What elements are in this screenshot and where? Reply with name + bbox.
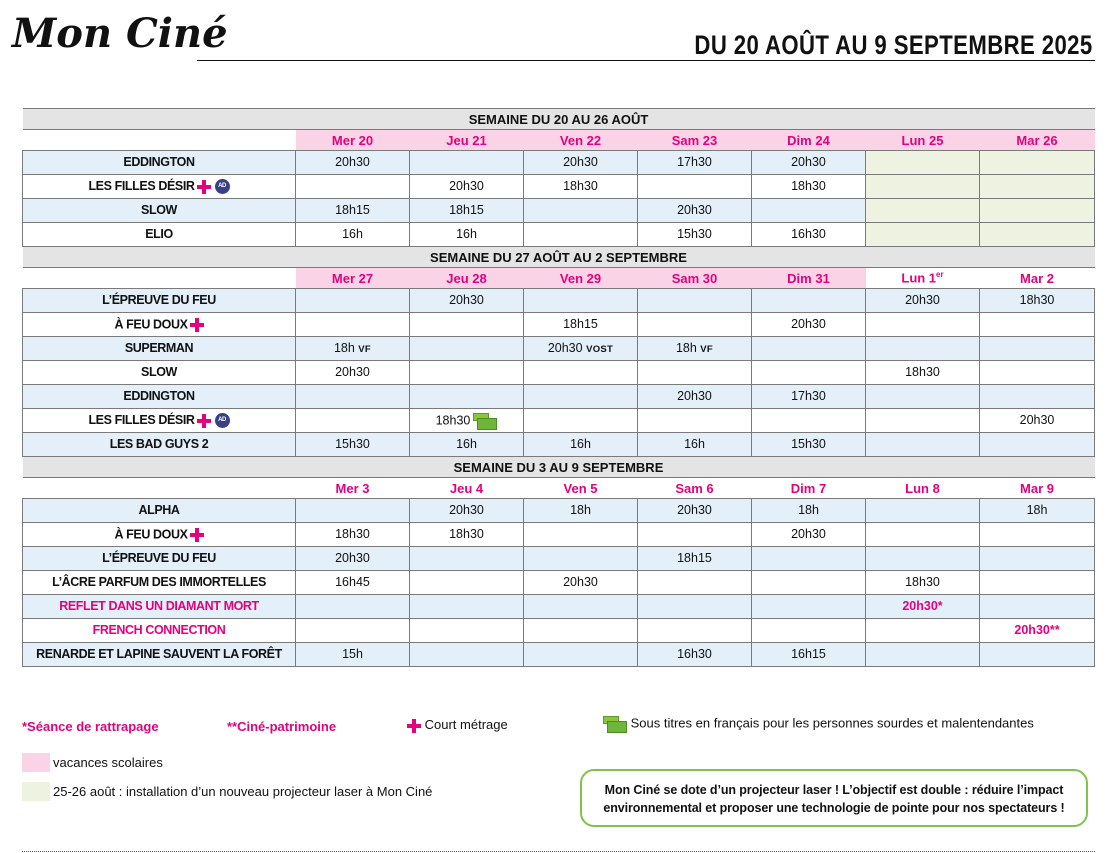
film-title: EDDINGTON xyxy=(23,151,296,175)
film-title-cell xyxy=(23,175,296,199)
showtime xyxy=(752,289,866,313)
showtime xyxy=(296,619,410,643)
film-row xyxy=(23,289,1095,313)
film-title: SUPERMAN xyxy=(23,337,296,361)
showtime: 20h30 xyxy=(296,151,410,175)
showtime xyxy=(524,595,638,619)
film-row xyxy=(23,385,1095,409)
schedule-table xyxy=(22,108,1095,667)
showtime: 18h xyxy=(980,499,1095,523)
showtime xyxy=(980,223,1095,247)
showtime: 15h xyxy=(296,643,410,667)
day-header-spacer xyxy=(23,130,296,151)
showtime xyxy=(752,409,866,433)
showtime-cell xyxy=(524,337,638,361)
showtime: 18h30 xyxy=(980,289,1095,313)
film-row xyxy=(23,547,1095,571)
film-title: L’ÉPREUVE DU FEU xyxy=(23,547,296,571)
day-label: Mer 20 xyxy=(296,130,410,151)
showtime: 18h30 xyxy=(866,361,980,385)
showtime xyxy=(866,223,980,247)
showtime xyxy=(410,313,524,337)
showtime xyxy=(866,175,980,199)
day-label: Ven 5 xyxy=(524,478,638,499)
film-title: L’ÉPREUVE DU FEU xyxy=(23,289,296,313)
showtime xyxy=(866,619,980,643)
showtime: 20h30 xyxy=(752,313,866,337)
legend-rattrapage: *Séance de rattrapage xyxy=(22,719,159,734)
showtime xyxy=(638,361,752,385)
version-tag: VF xyxy=(358,344,372,356)
film-title: LES FILLES DÉSIR xyxy=(88,412,195,427)
day-label: Mar 26 xyxy=(980,130,1095,151)
day-label: Sam 6 xyxy=(638,478,752,499)
day-label: Dim 24 xyxy=(752,130,866,151)
day-label: Dim 7 xyxy=(752,478,866,499)
short-film-plus-icon xyxy=(407,719,421,733)
showtime: 16h15 xyxy=(752,643,866,667)
showtime: 18h30 xyxy=(296,523,410,547)
legend-subtitles-label: Sous titres en français pour les personnes sourdes et malentendantes xyxy=(630,715,1034,731)
showtime: 20h30 xyxy=(638,385,752,409)
showtime: 15h30 xyxy=(296,433,410,457)
showtime: 15h30 xyxy=(638,223,752,247)
showtime xyxy=(752,337,866,361)
day-label: Lun 1 xyxy=(901,270,937,286)
film-row xyxy=(23,313,1095,337)
week-header xyxy=(23,457,1095,478)
showtime xyxy=(866,199,980,223)
showtime: 18h15 xyxy=(410,199,524,223)
showtime xyxy=(866,385,980,409)
film-title: EDDINGTON xyxy=(23,385,296,409)
day-label: Jeu 28 xyxy=(410,268,524,289)
film-row xyxy=(23,199,1095,223)
film-row xyxy=(23,337,1095,361)
showtime: 20h30* xyxy=(866,595,980,619)
showtime xyxy=(752,199,866,223)
showtime xyxy=(524,361,638,385)
footer-dotted-rule xyxy=(22,851,1095,852)
showtime: 18h30 xyxy=(435,412,471,427)
showtime xyxy=(410,619,524,643)
film-row xyxy=(23,409,1095,433)
laser-swatch xyxy=(22,782,50,801)
announcement-line-2: environnemental et proposer une technologie de pointe pour nos spectateurs ! xyxy=(603,801,1065,815)
showtime xyxy=(524,409,638,433)
showtime xyxy=(410,151,524,175)
showtime: 17h30 xyxy=(638,151,752,175)
showtime xyxy=(638,595,752,619)
day-header-row xyxy=(23,130,1095,151)
showtime xyxy=(524,547,638,571)
day-label: Lun 8 xyxy=(866,478,980,499)
showtime: 20h30 xyxy=(866,289,980,313)
film-title-cell xyxy=(23,409,296,433)
week-title: SEMAINE DU 3 AU 9 SEPTEMBRE xyxy=(23,457,1095,478)
version-tag: VOST xyxy=(586,344,614,356)
showtime: 20h30 xyxy=(524,571,638,595)
showtime xyxy=(410,595,524,619)
showtime xyxy=(866,643,980,667)
showtime: 20h30 xyxy=(752,151,866,175)
showtime xyxy=(524,643,638,667)
day-label: Mer 3 xyxy=(296,478,410,499)
showtime: 20h30 xyxy=(980,409,1095,433)
day-label: Lun 25 xyxy=(866,130,980,151)
day-label: Ven 29 xyxy=(524,268,638,289)
showtime: 20h30 xyxy=(410,175,524,199)
showtime xyxy=(752,595,866,619)
film-title: FRENCH CONNECTION xyxy=(23,619,296,643)
day-header-spacer xyxy=(23,268,296,289)
showtime xyxy=(866,337,980,361)
showtime xyxy=(296,289,410,313)
film-title: À FEU DOUX xyxy=(114,316,188,331)
showtime xyxy=(296,385,410,409)
day-header-row xyxy=(23,478,1095,499)
showtime xyxy=(638,409,752,433)
film-row xyxy=(23,643,1095,667)
film-title: À FEU DOUX xyxy=(114,526,188,541)
showtime: 18h30 xyxy=(524,175,638,199)
showtime: 16h45 xyxy=(296,571,410,595)
week-title: SEMAINE DU 27 AOÛT AU 2 SEPTEMBRE xyxy=(23,247,1095,268)
legend-subtitles xyxy=(603,716,1034,732)
day-label: Mar 2 xyxy=(980,268,1095,289)
showtime: 16h30 xyxy=(752,223,866,247)
showtime xyxy=(866,547,980,571)
showtime: 18h30 xyxy=(752,175,866,199)
showtime: 18h xyxy=(752,499,866,523)
showtime xyxy=(524,199,638,223)
showtime xyxy=(752,547,866,571)
showtime: 18h30 xyxy=(410,523,524,547)
showtime: 16h30 xyxy=(638,643,752,667)
day-label: Ven 22 xyxy=(524,130,638,151)
showtime: 18h xyxy=(333,341,355,356)
showtime xyxy=(410,571,524,595)
showtime xyxy=(638,313,752,337)
showtime: 18h xyxy=(524,499,638,523)
film-row xyxy=(23,619,1095,643)
showtime xyxy=(980,151,1095,175)
showtime: 17h30 xyxy=(752,385,866,409)
showtime xyxy=(866,523,980,547)
showtime xyxy=(980,175,1095,199)
showtime-cell xyxy=(410,409,524,433)
film-row xyxy=(23,151,1095,175)
subtitles-icon xyxy=(473,413,497,429)
showtime xyxy=(752,361,866,385)
showtime xyxy=(980,523,1095,547)
film-title: L’ÂCRE PARFUM DES IMMORTELLES xyxy=(23,571,296,595)
day-label: Jeu 4 xyxy=(410,478,524,499)
showtime xyxy=(638,619,752,643)
showtime xyxy=(866,499,980,523)
film-title-cell xyxy=(23,313,296,337)
showtime xyxy=(980,643,1095,667)
showtime xyxy=(296,175,410,199)
short-film-plus-icon xyxy=(197,414,211,428)
film-title: RENARDE ET LAPINE SAUVENT LA FORÊT xyxy=(23,643,296,667)
showtime xyxy=(980,385,1095,409)
showtime xyxy=(980,361,1095,385)
showtime: 20h30 xyxy=(410,499,524,523)
film-title: LES BAD GUYS 2 xyxy=(23,433,296,457)
film-row xyxy=(23,175,1095,199)
film-row xyxy=(23,361,1095,385)
short-film-plus-icon xyxy=(190,318,204,332)
showtime: 20h30 xyxy=(752,523,866,547)
audio-description-icon: AD xyxy=(215,413,230,428)
showtime xyxy=(296,409,410,433)
showtime xyxy=(296,313,410,337)
day-header-row xyxy=(23,268,1095,289)
film-row xyxy=(23,433,1095,457)
showtime xyxy=(524,619,638,643)
showtime: 20h30 xyxy=(410,289,524,313)
showtime xyxy=(638,571,752,595)
short-film-plus-icon xyxy=(197,180,211,194)
day-header-spacer xyxy=(23,478,296,499)
showtime: 20h30 xyxy=(638,499,752,523)
legend-court-label: Court métrage xyxy=(424,717,508,732)
week-title: SEMAINE DU 20 AU 26 AOÛT xyxy=(23,109,1095,130)
film-row xyxy=(23,499,1095,523)
showtime xyxy=(296,499,410,523)
showtime-cell xyxy=(638,337,752,361)
showtime xyxy=(410,337,524,361)
cinema-logo: Mon Ciné xyxy=(12,10,228,57)
showtime xyxy=(866,409,980,433)
showtime: 16h xyxy=(638,433,752,457)
announcement-line-1: Mon Ciné se dote d’un projecteur laser ! L’objectif est double : réduire l’impact xyxy=(604,783,1064,797)
showtime: 18h xyxy=(675,341,697,356)
showtime: 16h xyxy=(410,223,524,247)
legend-laser: 25-26 août : installation d’un nouveau projecteur laser à Mon Ciné xyxy=(53,784,433,799)
showtime xyxy=(410,643,524,667)
showtime: 20h30 xyxy=(547,341,583,356)
legend-vacances: vacances scolaires xyxy=(53,755,163,770)
audio-description-icon: AD xyxy=(215,179,230,194)
day-label: Dim 31 xyxy=(752,268,866,289)
film-title-cell xyxy=(23,523,296,547)
showtime: 18h30 xyxy=(866,571,980,595)
showtime: 20h30 xyxy=(296,547,410,571)
day-label: Mar 9 xyxy=(980,478,1095,499)
showtime: 20h30 xyxy=(296,361,410,385)
laser-announcement-box xyxy=(580,769,1088,827)
showtime xyxy=(524,289,638,313)
showtime xyxy=(752,619,866,643)
legend-court-metrage xyxy=(405,718,508,733)
showtime xyxy=(752,571,866,595)
short-film-plus-icon xyxy=(190,528,204,542)
showtime: 18h15 xyxy=(638,547,752,571)
showtime xyxy=(980,547,1095,571)
showtime: 16h xyxy=(524,433,638,457)
film-title: ELIO xyxy=(23,223,296,247)
showtime: 20h30 xyxy=(638,199,752,223)
showtime xyxy=(980,199,1095,223)
showtime xyxy=(524,385,638,409)
showtime: 16h xyxy=(296,223,410,247)
legend-patrimoine: **Ciné-patrimoine xyxy=(227,719,337,734)
vacation-swatch xyxy=(22,753,50,772)
day-label: Sam 30 xyxy=(638,268,752,289)
period-title: DU 20 AOÛT AU 9 SEPTEMBRE 2025 xyxy=(694,30,1093,60)
subtitles-icon xyxy=(603,716,627,732)
showtime xyxy=(410,385,524,409)
header-rule xyxy=(197,60,1095,61)
showtime xyxy=(638,175,752,199)
showtime xyxy=(980,571,1095,595)
showtime: 18h15 xyxy=(296,199,410,223)
showtime xyxy=(980,337,1095,361)
showtime: 15h30 xyxy=(752,433,866,457)
week-header xyxy=(23,109,1095,130)
showtime: 16h xyxy=(410,433,524,457)
showtime xyxy=(410,547,524,571)
showtime xyxy=(524,523,638,547)
film-row xyxy=(23,595,1095,619)
showtime xyxy=(296,595,410,619)
film-title: SLOW xyxy=(23,199,296,223)
showtime xyxy=(638,289,752,313)
showtime xyxy=(410,361,524,385)
day-label-cell xyxy=(866,268,980,289)
ordinal-suffix: er xyxy=(936,270,944,280)
film-row xyxy=(23,523,1095,547)
showtime xyxy=(524,223,638,247)
film-title: ALPHA xyxy=(23,499,296,523)
showtime xyxy=(638,523,752,547)
showtime-cell xyxy=(296,337,410,361)
film-row xyxy=(23,223,1095,247)
version-tag: VF xyxy=(700,344,714,356)
showtime: 20h30** xyxy=(980,619,1095,643)
showtime xyxy=(866,151,980,175)
showtime xyxy=(980,595,1095,619)
film-title: LES FILLES DÉSIR xyxy=(88,178,195,193)
film-title: SLOW xyxy=(23,361,296,385)
showtime: 20h30 xyxy=(524,151,638,175)
day-label: Mer 27 xyxy=(296,268,410,289)
showtime xyxy=(866,313,980,337)
showtime xyxy=(866,433,980,457)
film-row xyxy=(23,571,1095,595)
day-label: Jeu 21 xyxy=(410,130,524,151)
week-header xyxy=(23,247,1095,268)
day-label: Sam 23 xyxy=(638,130,752,151)
film-title: REFLET DANS UN DIAMANT MORT xyxy=(23,595,296,619)
showtime xyxy=(980,313,1095,337)
showtime: 18h15 xyxy=(524,313,638,337)
showtime xyxy=(980,433,1095,457)
